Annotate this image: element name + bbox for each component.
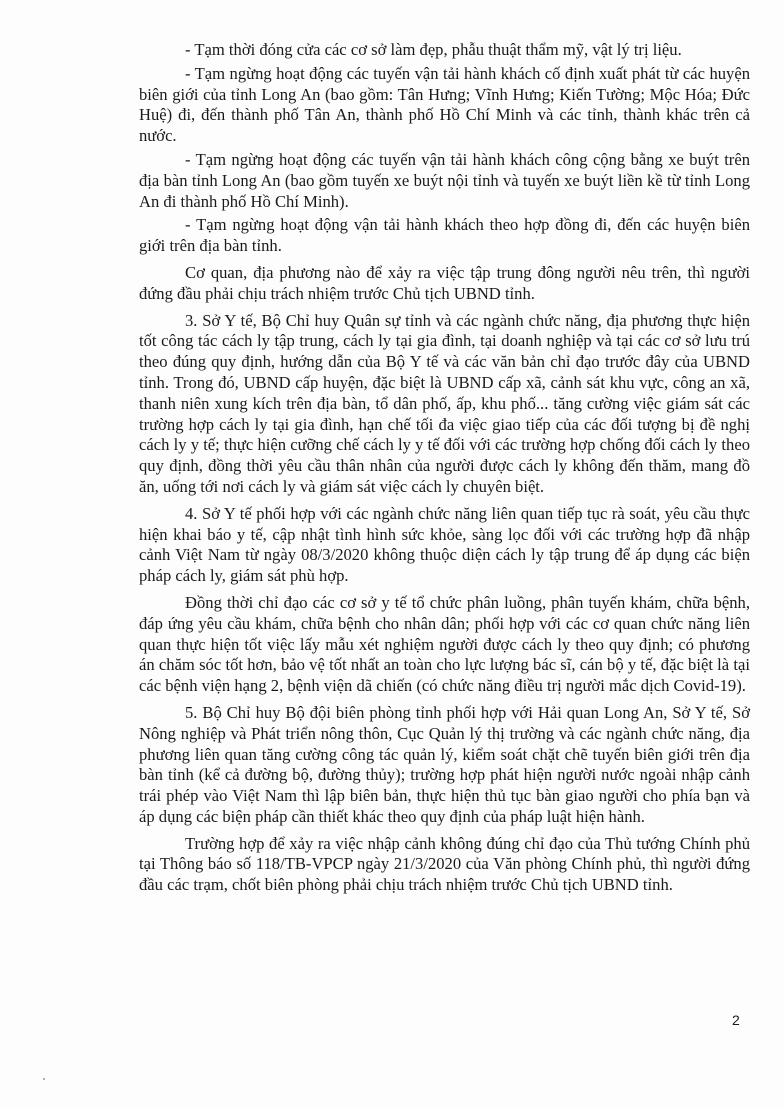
- paragraph-section-4-continued: Đồng thời chỉ đạo các cơ sở y tế tổ chức phân luồng, phân tuyến khám, chữa bệnh, đáp ứng yêu cầu khám, chữa bệnh cho nhân dân; phối hợp với các cơ quan chức năng liên quan thực hiện tốt việc lấy mẫu xét nghiệm người được cách ly theo quy định; có phương án chăm sóc tốt hơn, bảo vệ tốt nhất an toàn cho lực lượng bác sĩ, cán bộ y tế, đặc biệt là tại các bệnh viện hạng 2, bệnh viện dã chiến (có chức năng điều trị người mắc dịch Covid-19).: [139, 592, 750, 696]
- paragraph-bus-suspension: - Tạm ngừng hoạt động các tuyến vận tải hành khách công cộng bằng xe buýt trên địa bàn tỉnh Long An (bao gồm tuyến xe buýt nội tỉnh và tuyến xe buýt liền kề từ tỉnh Long An đi thành phố Hồ Chí Minh).: [139, 149, 750, 211]
- paragraph-fixed-route-suspension: - Tạm ngừng hoạt động các tuyến vận tải hành khách cố định xuất phát từ các huyện biên giới của tỉnh Long An (bao gồm: Tân Hưng; Vĩnh Hưng; Kiến Tường; Mộc Hóa; Đức Huệ) đi, đến thành phố Tân An, thành phố Hồ Chí Minh và các tỉnh, thành khác trên cả nước.: [139, 63, 750, 146]
- paragraph-beauty-closure: - Tạm thời đóng cửa các cơ sở làm đẹp, phẫu thuật thẩm mỹ, vật lý trị liệu.: [185, 40, 682, 59]
- paragraph-section-5-continued: Trường hợp để xảy ra việc nhập cảnh không đúng chỉ đạo của Thủ tướng Chính phủ tại Thông báo số 118/TB-VPCP ngày 21/3/2020 của Văn phòng Chính phủ, thì người đứng đầu các trạm, chốt biên phòng phải chịu trách nhiệm trước Chủ tịch UBND tỉnh.: [139, 833, 750, 895]
- paragraph-section-3: 3. Sở Y tế, Bộ Chỉ huy Quân sự tỉnh và các ngành chức năng, địa phương thực hiện tốt công tác cách ly tập trung, cách ly tại gia đình, tại doanh nghiệp và tại các cơ sở lưu trú theo đúng quy định, hướng dẫn của Bộ Y tế và các văn bản chỉ đạo trước đây của UBND tỉnh. Trong đó, UBND cấp huyện, đặc biệt là UBND cấp xã, cảnh sát khu vực, công an xã, thanh niên xung kích trên địa bàn, tổ dân phố, ấp, khu phố... tăng cường việc giám sát các trường hợp cách ly tại gia đình, hạn chế tối đa việc giao tiếp của các đối tượng bị đề nghị cách ly y tế; thực hiện cưỡng chế cách ly y tế đối với các trường hợp chống đối cách ly theo quy định, đồng thời yêu cầu thân nhân của người được cách ly không đến thăm, mang đồ ăn, uống tới nơi cách ly và giám sát việc cách ly chuyên biệt.: [139, 310, 750, 496]
- paragraph-section-4: 4. Sở Y tế phối hợp với các ngành chức năng liên quan tiếp tục rà soát, yêu cầu thực hiện khai báo y tế, cập nhật tình hình sức khỏe, sàng lọc đối với các trường hợp đã nhập cảnh Việt Nam từ ngày 08/3/2020 không thuộc diện cách ly tập trung để áp dụng các biện pháp cách ly, giám sát phù hợp.: [139, 503, 750, 586]
- paragraph-contract-transport-suspension: - Tạm ngừng hoạt động vận tải hành khách theo hợp đồng đi, đến các huyện biên giới trên địa bàn tỉnh.: [139, 215, 750, 256]
- paragraph-section-5: 5. Bộ Chỉ huy Bộ đội biên phòng tỉnh phối hợp với Hải quan Long An, Sở Y tế, Sở Nông nghiệp và Phát triển nông thôn, Cục Quản lý thị trường và các ngành chức năng, địa phương liên quan tăng cường công tác quản lý, kiểm soát chặt chẽ tuyến biên giới trên địa bàn tỉnh (kể cả đường bộ, đường thủy); trường hợp phát hiện người nước ngoài nhập cảnh trái phép vào Việt Nam thì lập biên bản, thực hiện thủ tục bàn giao người cho phía bạn và áp dụng các biện pháp cần thiết khác theo quy định của pháp luật hiện hành.: [139, 702, 750, 826]
- page-number: 2: [732, 1012, 740, 1028]
- paragraph-responsibility: Cơ quan, địa phương nào để xảy ra việc tập trung đông người nêu trên, thì người đứng đầu phải chịu trách nhiệm trước Chủ tịch UBND tỉnh.: [139, 262, 750, 303]
- document-body: [139, 40, 750, 902]
- scan-speck: [43, 1078, 45, 1080]
